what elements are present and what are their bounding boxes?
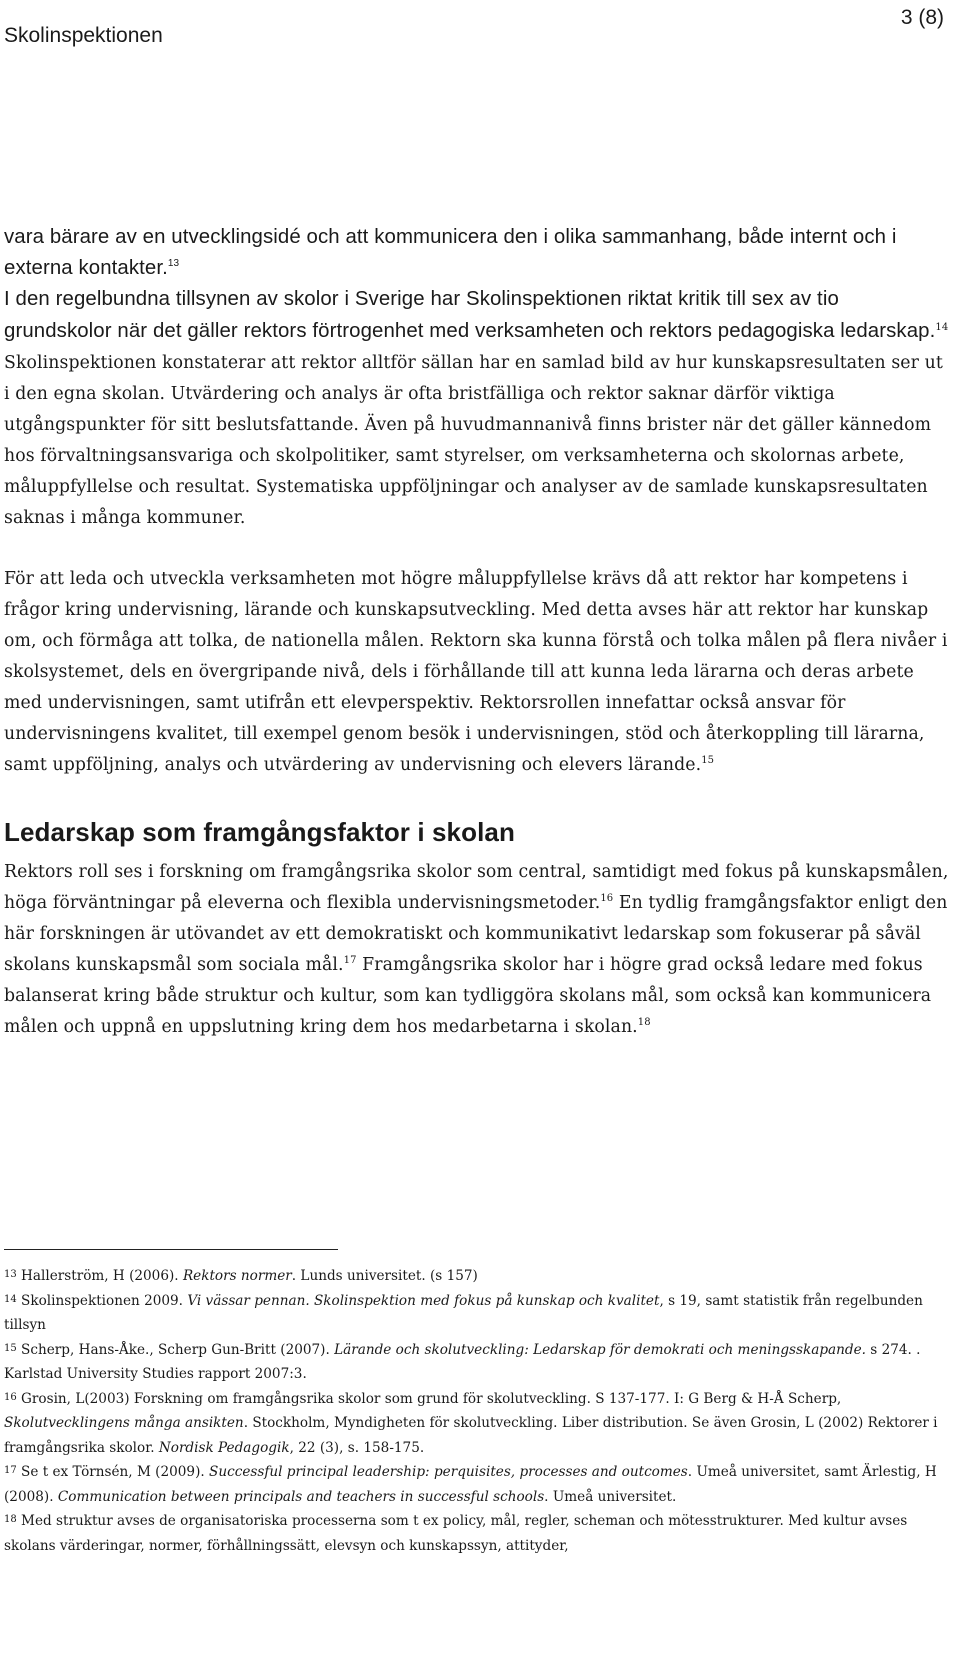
paragraph-2-text-b: Skolinspektionen konstaterar att rektor alltför sällan har en samlad bild av hur kunskapsresultaten ser ut i den egna skolan. Utvärdering och analys är ofta bristfälliga och rektor saknar därför viktiga utgångspunkter för sitt beslutsfattande. Även på huvudmannanivå finns brister när det gäller kännedom hos förvaltningsansvariga och skolpolitiker, samt styrelser, om verksamheterna och skolornas arbete, måluppfyllelse och resultat. Systematiska uppföljningar och analyser av de samlade kunskapsresultaten saknas i många kommuner. — [4, 353, 943, 528]
footnote-15 — [4, 1338, 954, 1387]
footnote-text: Scherp, Hans-Åke., Scherp Gun-Britt (2007). — [16, 1341, 335, 1358]
footnote-title: Nordisk Pedagogik — [158, 1439, 290, 1456]
paragraph-4-text-a: Rektors roll ses i forskning om framgångsrika skolor som central, samtidigt med fokus på kunskapsmålen, höga förväntningar på eleverna och flexibla undervisningsmetoder. — [4, 862, 949, 913]
footnote-title: Skolutvecklingens många ansikten — [4, 1415, 244, 1431]
footnote-title: Rektors normer — [182, 1268, 292, 1284]
paragraph-2 — [4, 284, 952, 534]
footnote-ref-15[interactable]: 15 — [701, 755, 715, 767]
footnote-text: s 274. . Karlstad University Studies rapport 2007:3. — [4, 1341, 921, 1382]
footnote-number: 18 — [4, 1514, 17, 1525]
paragraph-4-text-c: Framgångsrika skolor har i högre grad också ledare med fokus balanserat kring både struktur och kultur, som kan tydliggöra skolans mål, som också kan kommunicera målen och uppnå en uppslutning kring dem hos medarbetarna i skolan. — [4, 955, 932, 1037]
footnote-ref-14[interactable]: 14 — [935, 322, 949, 334]
footnote-title: Vi vässar pennan. Skolinspektion med fokus på kunskap och kvalitet — [187, 1292, 660, 1309]
footnote-number: 13 — [4, 1269, 17, 1280]
footnote-ref-17[interactable]: 17 — [343, 955, 357, 967]
running-header-title: Skolinspektionen — [4, 24, 163, 47]
page-number: 3 (8) — [900, 6, 944, 29]
footnote-text: . Lunds universitet. (s 157) — [291, 1268, 478, 1284]
footnote-text: Se t ex Törnsén, M (2009). — [16, 1464, 210, 1480]
footnote-text: , s 19, samt statistik från regelbunden tillsyn — [4, 1292, 923, 1333]
footnote-number: 15 — [4, 1342, 17, 1354]
footnote-ref-16[interactable]: 16 — [600, 893, 614, 905]
footnotes — [4, 1264, 954, 1558]
footnote-text: , 22 (3), s. 158-175. — [289, 1439, 425, 1456]
footnote-18 — [4, 1509, 954, 1558]
footnote-text: . Stockholm, Myndigheten för skolutveckling. Liber distribution. Se även Grosin, L (2002) Rektorer i framgångsrika skolor. — [4, 1415, 938, 1456]
footnote-number: 14 — [4, 1293, 17, 1305]
section-heading: Ledarskap som framgångsfaktor i skolan — [4, 817, 515, 847]
footnote-text: Grosin, L(2003) Forskning om framgångsrika skolor som grund för skolutveckling. S 137-177. I: G Berg & H-Å Scherp, — [16, 1390, 842, 1407]
paragraph-4 — [4, 857, 952, 1043]
footnote-13 — [4, 1264, 954, 1289]
footnote-17 — [4, 1460, 954, 1509]
footnote-text: Med struktur avses de organisatoriska processerna som t ex policy, mål, regler, scheman och mötesstrukturer. Med kultur avses skolans värderingar, normer, förhållningssätt, elevsyn och kunskapssyn, attityder, — [4, 1513, 908, 1554]
footnote-title: Lärande och skolutveckling: Ledarskap för demokrati och meningsskapande. — [334, 1341, 866, 1358]
main-text — [4, 222, 952, 1043]
footnote-ref-18[interactable]: 18 — [637, 1017, 651, 1029]
footnote-title: Communication between principals and teachers in successful schools — [57, 1488, 545, 1505]
footnote-number: 17 — [4, 1465, 17, 1476]
footnote-ref-13[interactable]: 13 — [167, 258, 180, 270]
footnote-divider — [4, 1249, 338, 1250]
footnote-number: 16 — [4, 1391, 17, 1403]
footnote-text: Hallerström, H (2006). — [16, 1268, 183, 1284]
paragraph-2-text-a: I den regelbundna tillsynen av skolor i Sverige har Skolinspektionen riktat kritik till sex av tio grundskolor när det gäller rektors förtrogenhet med verksamheten och rektors pedagogiska ledarskap. — [4, 288, 936, 342]
paragraph-3-text: För att leda och utveckla verksamheten mot högre måluppfyllelse krävs då att rektor har kompetens i frågor kring undervisning, lärande och kunskapsutveckling. Med detta avses här att rektor har kunskap om, och förmåga att tolka, de nationella målen. Rektorn ska kunna förstå och tolka målen på flera nivåer i skolsystemet, dels en övergripande nivå, dels i förhållande till att kunna leda lärarna och deras arbete med undervisningen, samt utifrån ett elevperspektiv. Rektorsrollen innefattar också ansvar för undervisningens kvalitet, till exempel genom besök i undervisningen, stöd och återkoppling till lärarna, samt uppföljning, analys och utvärdering av undervisning och elevers lärande. — [4, 569, 948, 775]
footnote-text: . Umeå universitet. — [544, 1488, 677, 1505]
footnote-text: Skolinspektionen 2009. — [16, 1292, 188, 1309]
paragraph-4-text-b: En tydlig framgångsfaktor enligt den här forskningen är utövandet av ett demokratiskt och kommunikativt ledarskap som fokuserar på såväl skolans kunskapsmål som sociala mål. — [4, 893, 948, 975]
footnote-16 — [4, 1387, 954, 1461]
footnote-14 — [4, 1289, 954, 1338]
footnote-title: Successful principal leadership: perquisites, processes and outcomes — [209, 1464, 688, 1480]
paragraph-3 — [4, 564, 952, 781]
footnote-text: . Umeå universitet, samt Ärlestig, H (2008). — [4, 1464, 937, 1505]
paragraph-1-text: vara bärare av en utvecklingsidé och att kommunicera den i olika sammanhang, både internt och i externa kontakter. — [4, 226, 897, 279]
paragraph-1 — [4, 222, 952, 284]
